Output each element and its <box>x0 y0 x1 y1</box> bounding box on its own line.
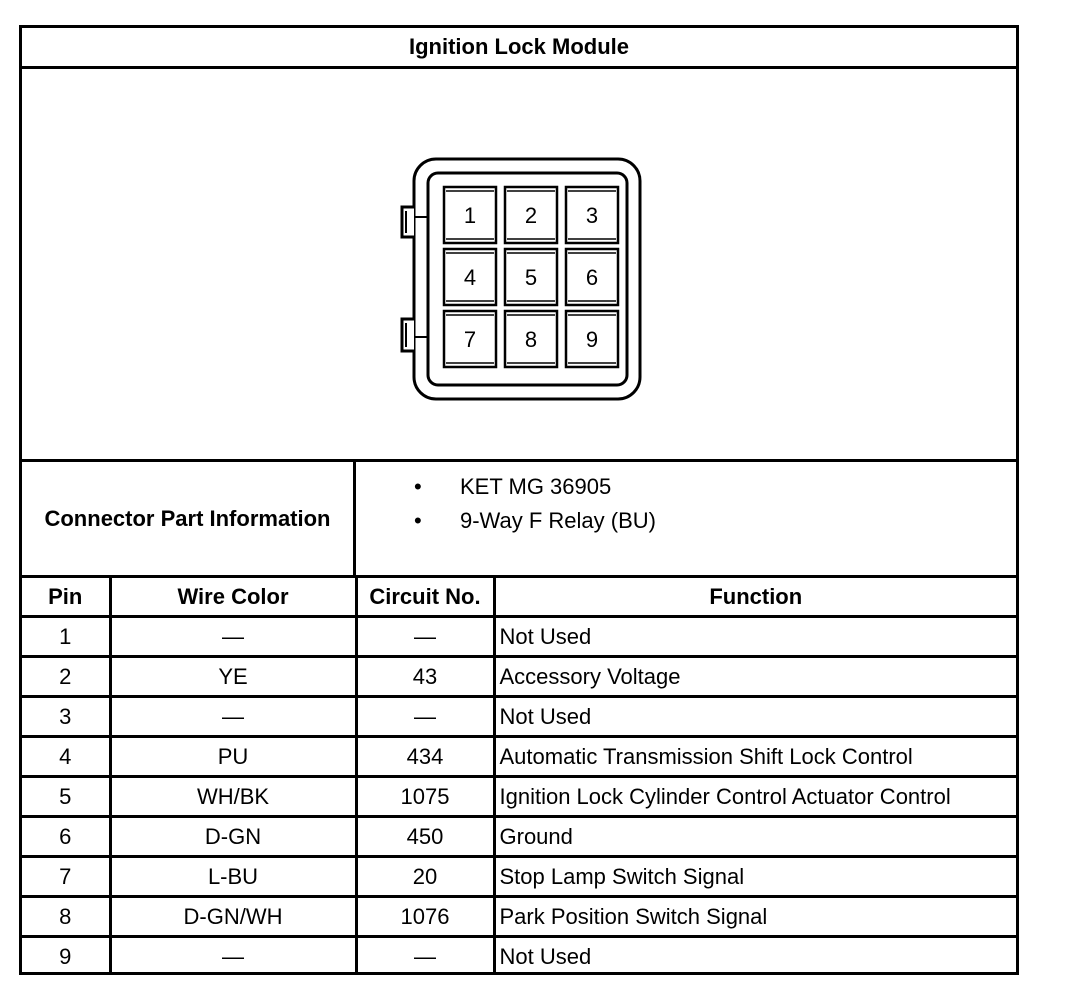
cell-function: Stop Lamp Switch Signal <box>494 857 1016 897</box>
cell-pin: 6 <box>22 817 110 857</box>
connector-pin-cavity <box>444 187 496 243</box>
table-row <box>22 657 1016 697</box>
cell-circuit-no: 450 <box>356 817 494 857</box>
cell-circuit-no: — <box>356 937 494 976</box>
connector-pin-cavity <box>566 311 618 367</box>
cell-circuit-no: 1075 <box>356 777 494 817</box>
connector-pin-cavity <box>505 187 557 243</box>
cell-function: Park Position Switch Signal <box>494 897 1016 937</box>
pinout-table <box>22 578 1016 975</box>
connector-pin-number: 5 <box>524 265 538 290</box>
table-row <box>22 937 1016 976</box>
connector-part-info-list <box>356 462 1016 575</box>
table-header-row <box>22 578 1016 617</box>
cell-wire-color: YE <box>110 657 356 697</box>
connector-latch-upper <box>402 207 414 237</box>
table-row <box>22 857 1016 897</box>
connector-diagram <box>22 69 1016 459</box>
connector-pin-number: 2 <box>524 203 538 228</box>
connector-part-info-row <box>22 462 1016 578</box>
cell-wire-color: WH/BK <box>110 777 356 817</box>
header-function: Function <box>494 578 1016 617</box>
cell-pin: 3 <box>22 697 110 737</box>
connector-diagram-cell <box>22 69 1016 462</box>
cell-pin: 2 <box>22 657 110 697</box>
cell-wire-color: D-GN/WH <box>110 897 356 937</box>
cell-pin: 1 <box>22 617 110 657</box>
connector-pin-number: 9 <box>585 327 599 352</box>
cell-function: Accessory Voltage <box>494 657 1016 697</box>
cell-wire-color: PU <box>110 737 356 777</box>
cell-wire-color: — <box>110 937 356 976</box>
cell-circuit-no: — <box>356 617 494 657</box>
cell-pin: 4 <box>22 737 110 777</box>
connector-pin-cavity <box>566 249 618 305</box>
connector-latch-lower <box>402 319 414 351</box>
table-row <box>22 737 1016 777</box>
cell-pin: 9 <box>22 937 110 976</box>
table-row <box>22 817 1016 857</box>
table-row <box>22 617 1016 657</box>
connector-pin-grid <box>444 187 618 367</box>
cell-circuit-no: — <box>356 697 494 737</box>
cell-pin: 8 <box>22 897 110 937</box>
table-row <box>22 777 1016 817</box>
cell-function: Ignition Lock Cylinder Control Actuator Control <box>494 777 1016 817</box>
cell-wire-color: D-GN <box>110 817 356 857</box>
table-row <box>22 897 1016 937</box>
cell-wire-color: L-BU <box>110 857 356 897</box>
cell-circuit-no: 434 <box>356 737 494 777</box>
bullet-icon: • <box>414 508 422 533</box>
connector-pin-cavity <box>566 187 618 243</box>
connector-pin-number: 8 <box>524 327 538 352</box>
header-circuit-no: Circuit No. <box>356 578 494 617</box>
connector-pin-cavity <box>444 311 496 367</box>
bullet-icon: • <box>414 474 422 499</box>
part-info-text: 9-Way F Relay (BU) <box>460 508 656 533</box>
connector-pin-number: 1 <box>463 203 477 228</box>
cell-circuit-no: 20 <box>356 857 494 897</box>
cell-pin: 7 <box>22 857 110 897</box>
cell-function: Ground <box>494 817 1016 857</box>
cell-function: Not Used <box>494 617 1016 657</box>
connector-pin-cavity <box>444 249 496 305</box>
connector-pin-number: 6 <box>585 265 599 290</box>
header-wire-color: Wire Color <box>110 578 356 617</box>
table-row <box>22 697 1016 737</box>
cell-circuit-no: 1076 <box>356 897 494 937</box>
cell-function: Automatic Transmission Shift Lock Control <box>494 737 1016 777</box>
header-pin: Pin <box>22 578 110 617</box>
connector-pin-number: 4 <box>463 265 477 290</box>
connector-end-view-table <box>19 25 1019 975</box>
connector-pin-number: 7 <box>463 327 477 352</box>
connector-pin-number: 3 <box>585 203 599 228</box>
cell-function: Not Used <box>494 697 1016 737</box>
cell-pin: 5 <box>22 777 110 817</box>
cell-function: Not Used <box>494 937 1016 976</box>
connector-pin-cavity <box>505 311 557 367</box>
connector-part-info-label: Connector Part Information <box>22 462 356 575</box>
cell-wire-color: — <box>110 697 356 737</box>
part-info-text: KET MG 36905 <box>460 474 612 499</box>
cell-wire-color: — <box>110 617 356 657</box>
connector-pin-cavity <box>505 249 557 305</box>
table-title: Ignition Lock Module <box>22 28 1016 69</box>
cell-circuit-no: 43 <box>356 657 494 697</box>
